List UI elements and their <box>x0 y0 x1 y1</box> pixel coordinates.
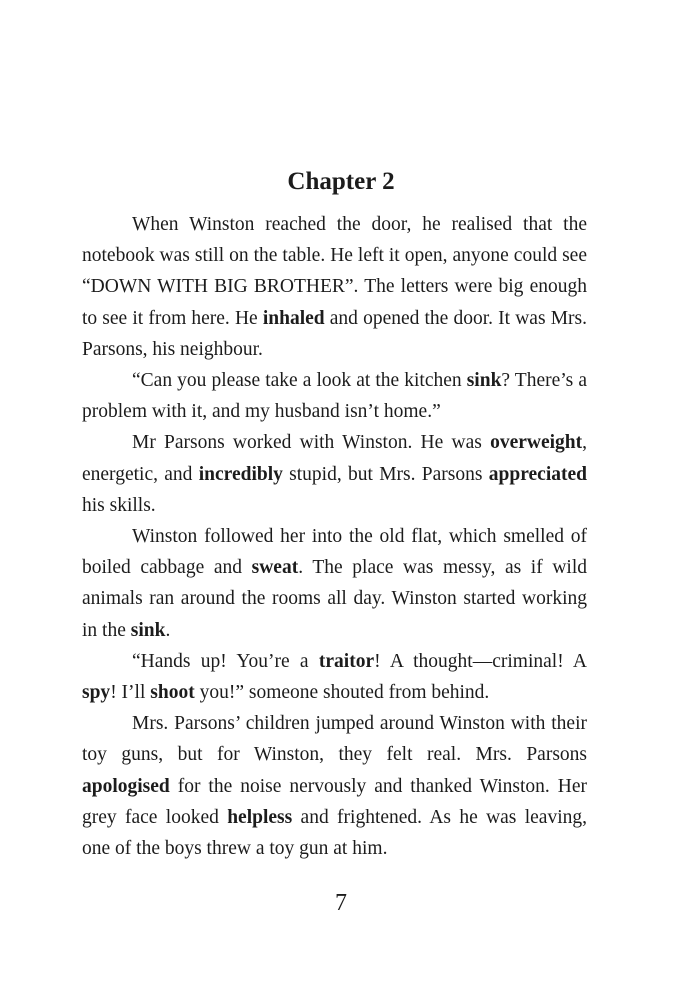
text-run: Mrs. Parsons’ children jumped around Winston with their toy guns, but for Winston, they felt real. Mrs. Parsons <box>82 713 587 766</box>
text-run: . <box>165 619 171 641</box>
text-run: you!” someone shouted from behind. <box>194 682 490 704</box>
paragraph <box>82 521 587 646</box>
bold-word: helpless <box>227 806 293 828</box>
bold-word: inhaled <box>262 307 325 329</box>
text-run: his skills. <box>82 494 156 516</box>
text-run: . The place was messy, as if wild animals ran around the rooms all day. Winston started working in the <box>82 557 588 641</box>
chapter-title: Chapter 2 <box>287 167 395 195</box>
bold-word: sink <box>466 370 502 392</box>
bold-word: overweight <box>490 432 583 454</box>
bold-word: appreciated <box>488 463 587 485</box>
text-run: , energetic, and <box>82 432 587 485</box>
text-run: ! I’ll <box>110 682 151 704</box>
text-run: and opened the door. It was Mrs. Parsons, his neighbour. <box>82 307 587 360</box>
text-run: and frightened. As he was leaving, one of the boys threw a toy gun at him. <box>82 806 587 860</box>
paragraph <box>82 427 587 521</box>
bold-word: spy <box>82 682 111 704</box>
text-run: Winston followed her into the old flat, which smelled of boiled cabbage and <box>82 526 587 579</box>
paragraph <box>82 365 587 427</box>
text-run: ! A thought—criminal! A <box>374 650 587 672</box>
page-number: 7 <box>335 890 347 916</box>
bold-word: sweat <box>251 557 299 579</box>
text-run: for the noise nervously and thanked Winston. Her grey face looked <box>82 775 587 828</box>
text-run: “Hands up! You’re a <box>132 650 319 672</box>
text-run: ? There’s a problem with it, and my husband isn’t home.” <box>82 370 587 423</box>
chapter-body <box>82 209 587 864</box>
bold-word: incredibly <box>198 463 283 485</box>
text-run: Mr Parsons worked with Winston. He was <box>132 432 491 454</box>
paragraph <box>82 708 587 864</box>
bold-word: shoot <box>150 682 195 704</box>
bold-word: apologised <box>82 775 170 797</box>
text-run: When Winston reached the door, he realised that the notebook was still on the table. He left it open, anyone could see “DOWN WITH BIG BROTHER”. The letters were big enough to see it from here. He <box>82 214 587 329</box>
paragraph <box>82 646 587 708</box>
text-run: stupid, but Mrs. Parsons <box>282 463 489 485</box>
bold-word: traitor <box>318 650 375 672</box>
text-run: “Can you please take a look at the kitchen <box>132 370 467 392</box>
bold-word: sink <box>130 619 166 641</box>
paragraph <box>82 209 587 365</box>
